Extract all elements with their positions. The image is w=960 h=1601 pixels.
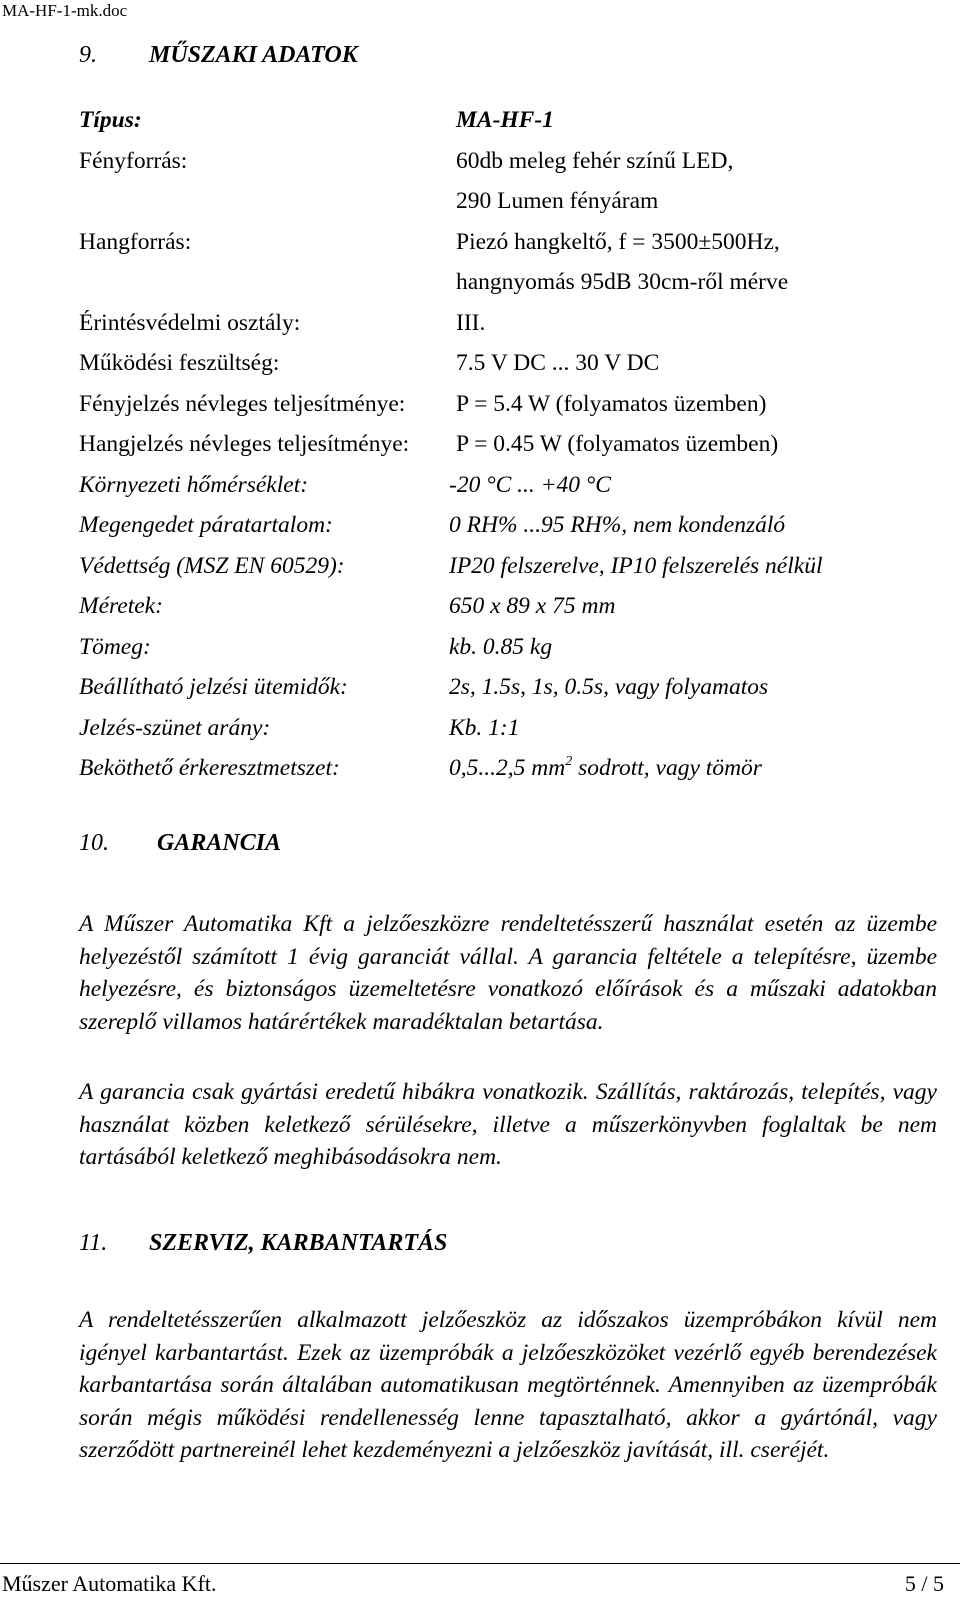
spec-row <box>79 303 939 344</box>
spec-row <box>79 100 939 141</box>
spec-row <box>79 586 939 627</box>
section-title: SZERVIZ, KARBANTARTÁS <box>149 1230 448 1256</box>
warranty-paragraph-1: A Műszer Automatika Kft a jelzőeszközre rendeltetésszerű használat esetén az üzembe helyezéstől számított 1 évig garanciát vállal. A garancia feltétele a telepítésre, üzembe helyezésre, és biztonságos üzemeltetésre vonatkozó előírások és a műszaki adatokban szereplő villamos határértékek maradéktalan betartása. <box>79 911 937 1035</box>
section-number: 10. <box>79 830 109 856</box>
spec-label: Megengedet páratartalom: <box>79 512 333 538</box>
section-heading-11 <box>79 1228 447 1258</box>
spec-row <box>79 708 939 749</box>
spec-row <box>79 667 939 708</box>
spec-value <box>449 748 762 788</box>
spec-value: P = 0.45 W (folyamatos üzemben) <box>456 431 779 457</box>
spec-value: 290 Lumen fényáram <box>456 188 659 214</box>
section-number: 9. <box>79 42 97 68</box>
spec-value: Piezó hangkeltő, f = 3500±500Hz, <box>456 228 780 255</box>
section-title: MŰSZAKI ADATOK <box>149 42 358 68</box>
spec-table <box>79 100 939 789</box>
spec-value-tail: sodrott, vagy tömör <box>572 755 762 781</box>
spec-value: 60db meleg fehér színű LED, <box>456 147 734 174</box>
spec-value: 0 RH% ...95 RH%, nem kondenzáló <box>449 512 786 538</box>
spec-value: MA-HF-1 <box>456 107 554 133</box>
spec-row <box>79 505 939 546</box>
spec-label: Működési feszültség: <box>79 350 280 376</box>
spec-value: 7.5 V DC ... 30 V DC <box>456 350 660 376</box>
spec-row <box>79 748 939 789</box>
section-heading-9 <box>79 40 358 70</box>
spec-value: kb. 0.85 kg <box>449 633 553 660</box>
spec-label: Méretek: <box>79 593 163 619</box>
service-paragraph: A rendeltetésszerűen alkalmazott jelzőeszköz az időszakos üzempróbákon kívül nem igényel karbantartást. Ezek az üzempróbák a jelzőeszközöket vezérlő egyéb berendezések karbantartása során általában automatikusan megtörténnek. Amennyiben az üzempróbák során mégis működési rendellenesség lenne tapasztalható, akkor a gyártónál, vagy szerződött partnereinél lehet kezdeményezni a jelzőeszköz javítását, ill. cseréjét. <box>79 1307 937 1463</box>
spec-row <box>79 222 939 263</box>
spec-row <box>79 546 939 587</box>
spec-label: Típus: <box>79 107 142 133</box>
spec-label: Beállítható jelzési ütemidők: <box>79 674 348 700</box>
section-heading-10 <box>79 828 281 858</box>
spec-row <box>79 465 939 506</box>
spec-label: Környezeti hőmérséklet: <box>79 471 309 498</box>
spec-row <box>79 384 939 425</box>
document-filename: MA-HF-1-mk.doc <box>2 1 128 20</box>
spec-label: Hangjelzés névleges teljesítménye: <box>79 431 410 457</box>
spec-row <box>79 627 939 668</box>
spec-row <box>79 262 939 303</box>
spec-value: hangnyomás 95dB 30cm-ről mérve <box>456 269 789 295</box>
spec-row <box>79 181 939 222</box>
spec-value: III. <box>456 309 486 336</box>
spec-value: 2s, 1.5s, 1s, 0.5s, vagy folyamatos <box>449 674 769 700</box>
page-number: 5 / 5 <box>904 1571 944 1596</box>
warranty-paragraph-2: A garancia csak gyártási eredetű hibákra vonatkozik. Szállítás, raktározás, telepítés, vagy használat közben keletkező sérülésekre, illetve a műszerkönyvben foglaltak be nem tartásából keletkező meghibásodásokra nem. <box>79 1079 937 1170</box>
footer-divider <box>0 1563 960 1564</box>
spec-label: Beköthető érkeresztmetszet: <box>79 755 340 781</box>
spec-label: Érintésvédelmi osztály: <box>79 309 301 336</box>
section-number: 11. <box>79 1230 108 1256</box>
spec-value: P = 5.4 W (folyamatos üzemben) <box>456 390 767 417</box>
spec-value: Kb. 1:1 <box>449 714 520 741</box>
spec-row <box>79 141 939 182</box>
spec-label: Hangforrás: <box>79 228 192 255</box>
spec-value: IP20 felszerelve, IP10 felszerelés nélkül <box>449 552 823 579</box>
spec-label: Védettség (MSZ EN 60529): <box>79 552 345 579</box>
spec-label: Fényforrás: <box>79 147 188 174</box>
spec-row <box>79 424 939 465</box>
section-title: GARANCIA <box>157 830 282 856</box>
spec-label: Jelzés-szünet arány: <box>79 714 271 741</box>
footer-company: Műszer Automatika Kft. <box>2 1571 217 1596</box>
spec-label: Fényjelzés névleges teljesítménye: <box>79 390 406 417</box>
spec-label: Tömeg: <box>79 633 151 660</box>
superscript: 2 <box>565 754 573 769</box>
spec-value: -20 °C ... +40 °C <box>449 471 611 498</box>
spec-value: 650 x 89 x 75 mm <box>449 593 616 619</box>
spec-value-main: 0,5...2,5 mm <box>449 755 566 781</box>
spec-row <box>79 343 939 384</box>
